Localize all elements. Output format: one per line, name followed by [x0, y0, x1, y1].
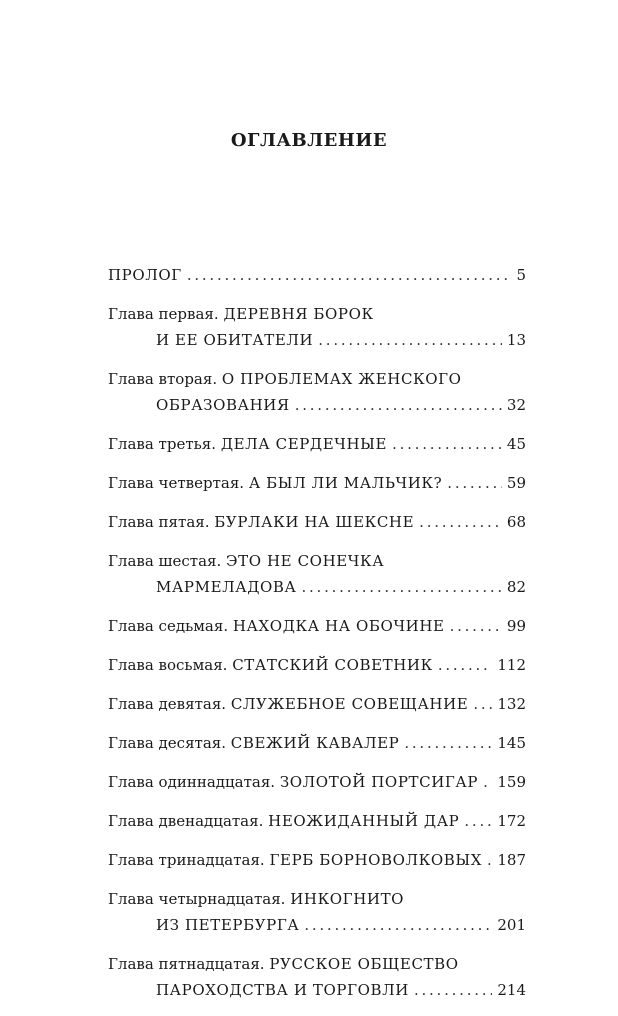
- toc-entry: [108, 613, 526, 639]
- page-number: 201: [497, 916, 526, 934]
- chapter-title: ЭТО НЕ СОНЕЧКА: [226, 552, 385, 570]
- dot-leader: [438, 652, 493, 678]
- dot-leader: [404, 730, 492, 756]
- dot-leader: [447, 470, 502, 496]
- dot-leader: [473, 691, 492, 717]
- dot-leader: [187, 262, 512, 288]
- chapter-title: ГЕРБ БОРНОВОЛКОВЫХ: [269, 851, 483, 869]
- toc-entry-line: [108, 509, 526, 535]
- chapter-label: Глава четвертая.: [108, 474, 245, 492]
- toc-entry: [108, 431, 526, 457]
- chapter-title-continued: ИЗ ПЕТЕРБУРГА: [156, 916, 300, 934]
- toc-entry-line: [108, 847, 526, 873]
- chapter-title-continued: И ЕЕ ОБИТАТЕЛИ: [156, 331, 314, 349]
- dot-leader: [392, 431, 502, 457]
- page-number: 82: [506, 578, 526, 596]
- chapter-title: СВЕЖИЙ КАВАЛЕР: [230, 734, 400, 752]
- toc-entry: [108, 652, 526, 678]
- chapter-title: ЗОЛОТОЙ ПОРТСИГАР: [279, 773, 479, 791]
- chapter-title: А БЫЛ ЛИ МАЛЬЧИК?: [248, 474, 443, 492]
- chapter-label: Глава пятнадцатая.: [108, 955, 265, 973]
- toc-entry: [108, 509, 526, 535]
- chapter-label: Глава пятая.: [108, 513, 210, 531]
- toc-entry: [108, 301, 526, 353]
- page-number: 59: [506, 474, 526, 492]
- chapter-label: Глава четырнадцатая.: [108, 890, 286, 908]
- page-number: 5: [516, 266, 526, 284]
- dot-leader: [304, 912, 492, 938]
- toc-entry: [108, 366, 526, 418]
- chapter-label: Глава первая.: [108, 305, 219, 323]
- toc-entry-line: [108, 470, 526, 496]
- page-number: 112: [497, 656, 526, 674]
- chapter-title-continued: ОБРАЗОВАНИЯ: [156, 396, 290, 414]
- toc-entry-line: [108, 431, 526, 457]
- page-number: 32: [506, 396, 526, 414]
- chapter-title-continued: МАРМЕЛАДОВА: [156, 578, 297, 596]
- toc-entry-line: [108, 366, 526, 392]
- chapter-label: Глава седьмая.: [108, 617, 229, 635]
- table-of-contents: [108, 262, 526, 1016]
- toc-entry: [108, 951, 526, 1003]
- chapter-label: Глава девятая.: [108, 695, 227, 713]
- toc-entry: [108, 769, 526, 795]
- chapter-title: НЕОЖИДАННЫЙ ДАР: [268, 812, 460, 830]
- page-number: 68: [506, 513, 526, 531]
- chapter-label: Глава вторая.: [108, 370, 218, 388]
- chapter-title: О ПРОБЛЕМАХ ЖЕНСКОГО: [221, 370, 462, 388]
- toc-entry-line-continued: [108, 574, 526, 600]
- toc-entry-line: [108, 808, 526, 834]
- toc-entry-line-continued: [108, 327, 526, 353]
- toc-entry: [108, 808, 526, 834]
- chapter-title: ДЕЛА СЕРДЕЧНЫЕ: [220, 435, 388, 453]
- page-number: 145: [497, 734, 526, 752]
- chapter-title: ПРОЛОГ: [108, 266, 182, 284]
- chapter-title: ДЕРЕВНЯ БОРОК: [223, 305, 374, 323]
- page-number: 159: [497, 773, 526, 791]
- chapter-label: Глава третья.: [108, 435, 217, 453]
- toc-entry-line: [108, 301, 526, 327]
- chapter-label: Глава двенадцатая.: [108, 812, 264, 830]
- dot-leader: [419, 509, 502, 535]
- toc-entry-line: [108, 769, 526, 795]
- page-title: ОГЛАВЛЕНИЕ: [230, 130, 388, 151]
- toc-entry-line: [108, 652, 526, 678]
- page-number: 99: [506, 617, 526, 635]
- page-number: 13: [506, 331, 526, 349]
- chapter-title: СЛУЖЕБНОЕ СОВЕЩАНИЕ: [230, 695, 469, 713]
- toc-entry: [108, 886, 526, 938]
- chapter-title: РУССКОЕ ОБЩЕСТВО: [269, 955, 459, 973]
- dot-leader: [464, 808, 492, 834]
- toc-entry: [108, 847, 526, 873]
- page-number: 187: [497, 851, 526, 869]
- toc-entry-line-continued: [108, 392, 526, 418]
- toc-entry-line: [108, 548, 526, 574]
- chapter-title: НАХОДКА НА ОБОЧИНЕ: [232, 617, 445, 635]
- toc-entry-line-continued: [108, 912, 526, 938]
- toc-entry-line: [108, 730, 526, 756]
- page-number: 45: [506, 435, 526, 453]
- chapter-title: СТАТСКИЙ СОВЕТНИК: [232, 656, 433, 674]
- chapter-title-continued: ПАРОХОДСТВА И ТОРГОВЛИ: [156, 981, 409, 999]
- page-number: 132: [497, 695, 526, 713]
- page-number: 214: [497, 981, 526, 999]
- toc-entry-line-continued: [108, 977, 526, 1003]
- toc-entry: [108, 730, 526, 756]
- chapter-title: БУРЛАКИ НА ШЕКСНЕ: [214, 513, 415, 531]
- page-number: 172: [497, 812, 526, 830]
- toc-entry: [108, 470, 526, 496]
- dot-leader: [450, 613, 502, 639]
- dot-leader: [414, 977, 492, 1003]
- toc-entry: [108, 262, 526, 288]
- toc-entry-line: [108, 691, 526, 717]
- dot-leader: [483, 769, 492, 795]
- dot-leader: [295, 392, 502, 418]
- dot-leader: [318, 327, 502, 353]
- chapter-label: Глава шестая.: [108, 552, 222, 570]
- chapter-title: ИНКОГНИТО: [290, 890, 405, 908]
- dot-leader: [301, 574, 501, 600]
- dot-leader: [487, 847, 492, 873]
- chapter-label: Глава восьмая.: [108, 656, 228, 674]
- toc-entry: [108, 548, 526, 600]
- toc-entry: [108, 691, 526, 717]
- chapter-label: Глава десятая.: [108, 734, 227, 752]
- toc-entry-line: [108, 886, 526, 912]
- chapter-label: Глава одиннадцатая.: [108, 773, 276, 791]
- chapter-label: Глава тринадцатая.: [108, 851, 265, 869]
- toc-entry-line: [108, 951, 526, 977]
- toc-entry-line: [108, 613, 526, 639]
- toc-entry-line: [108, 262, 526, 288]
